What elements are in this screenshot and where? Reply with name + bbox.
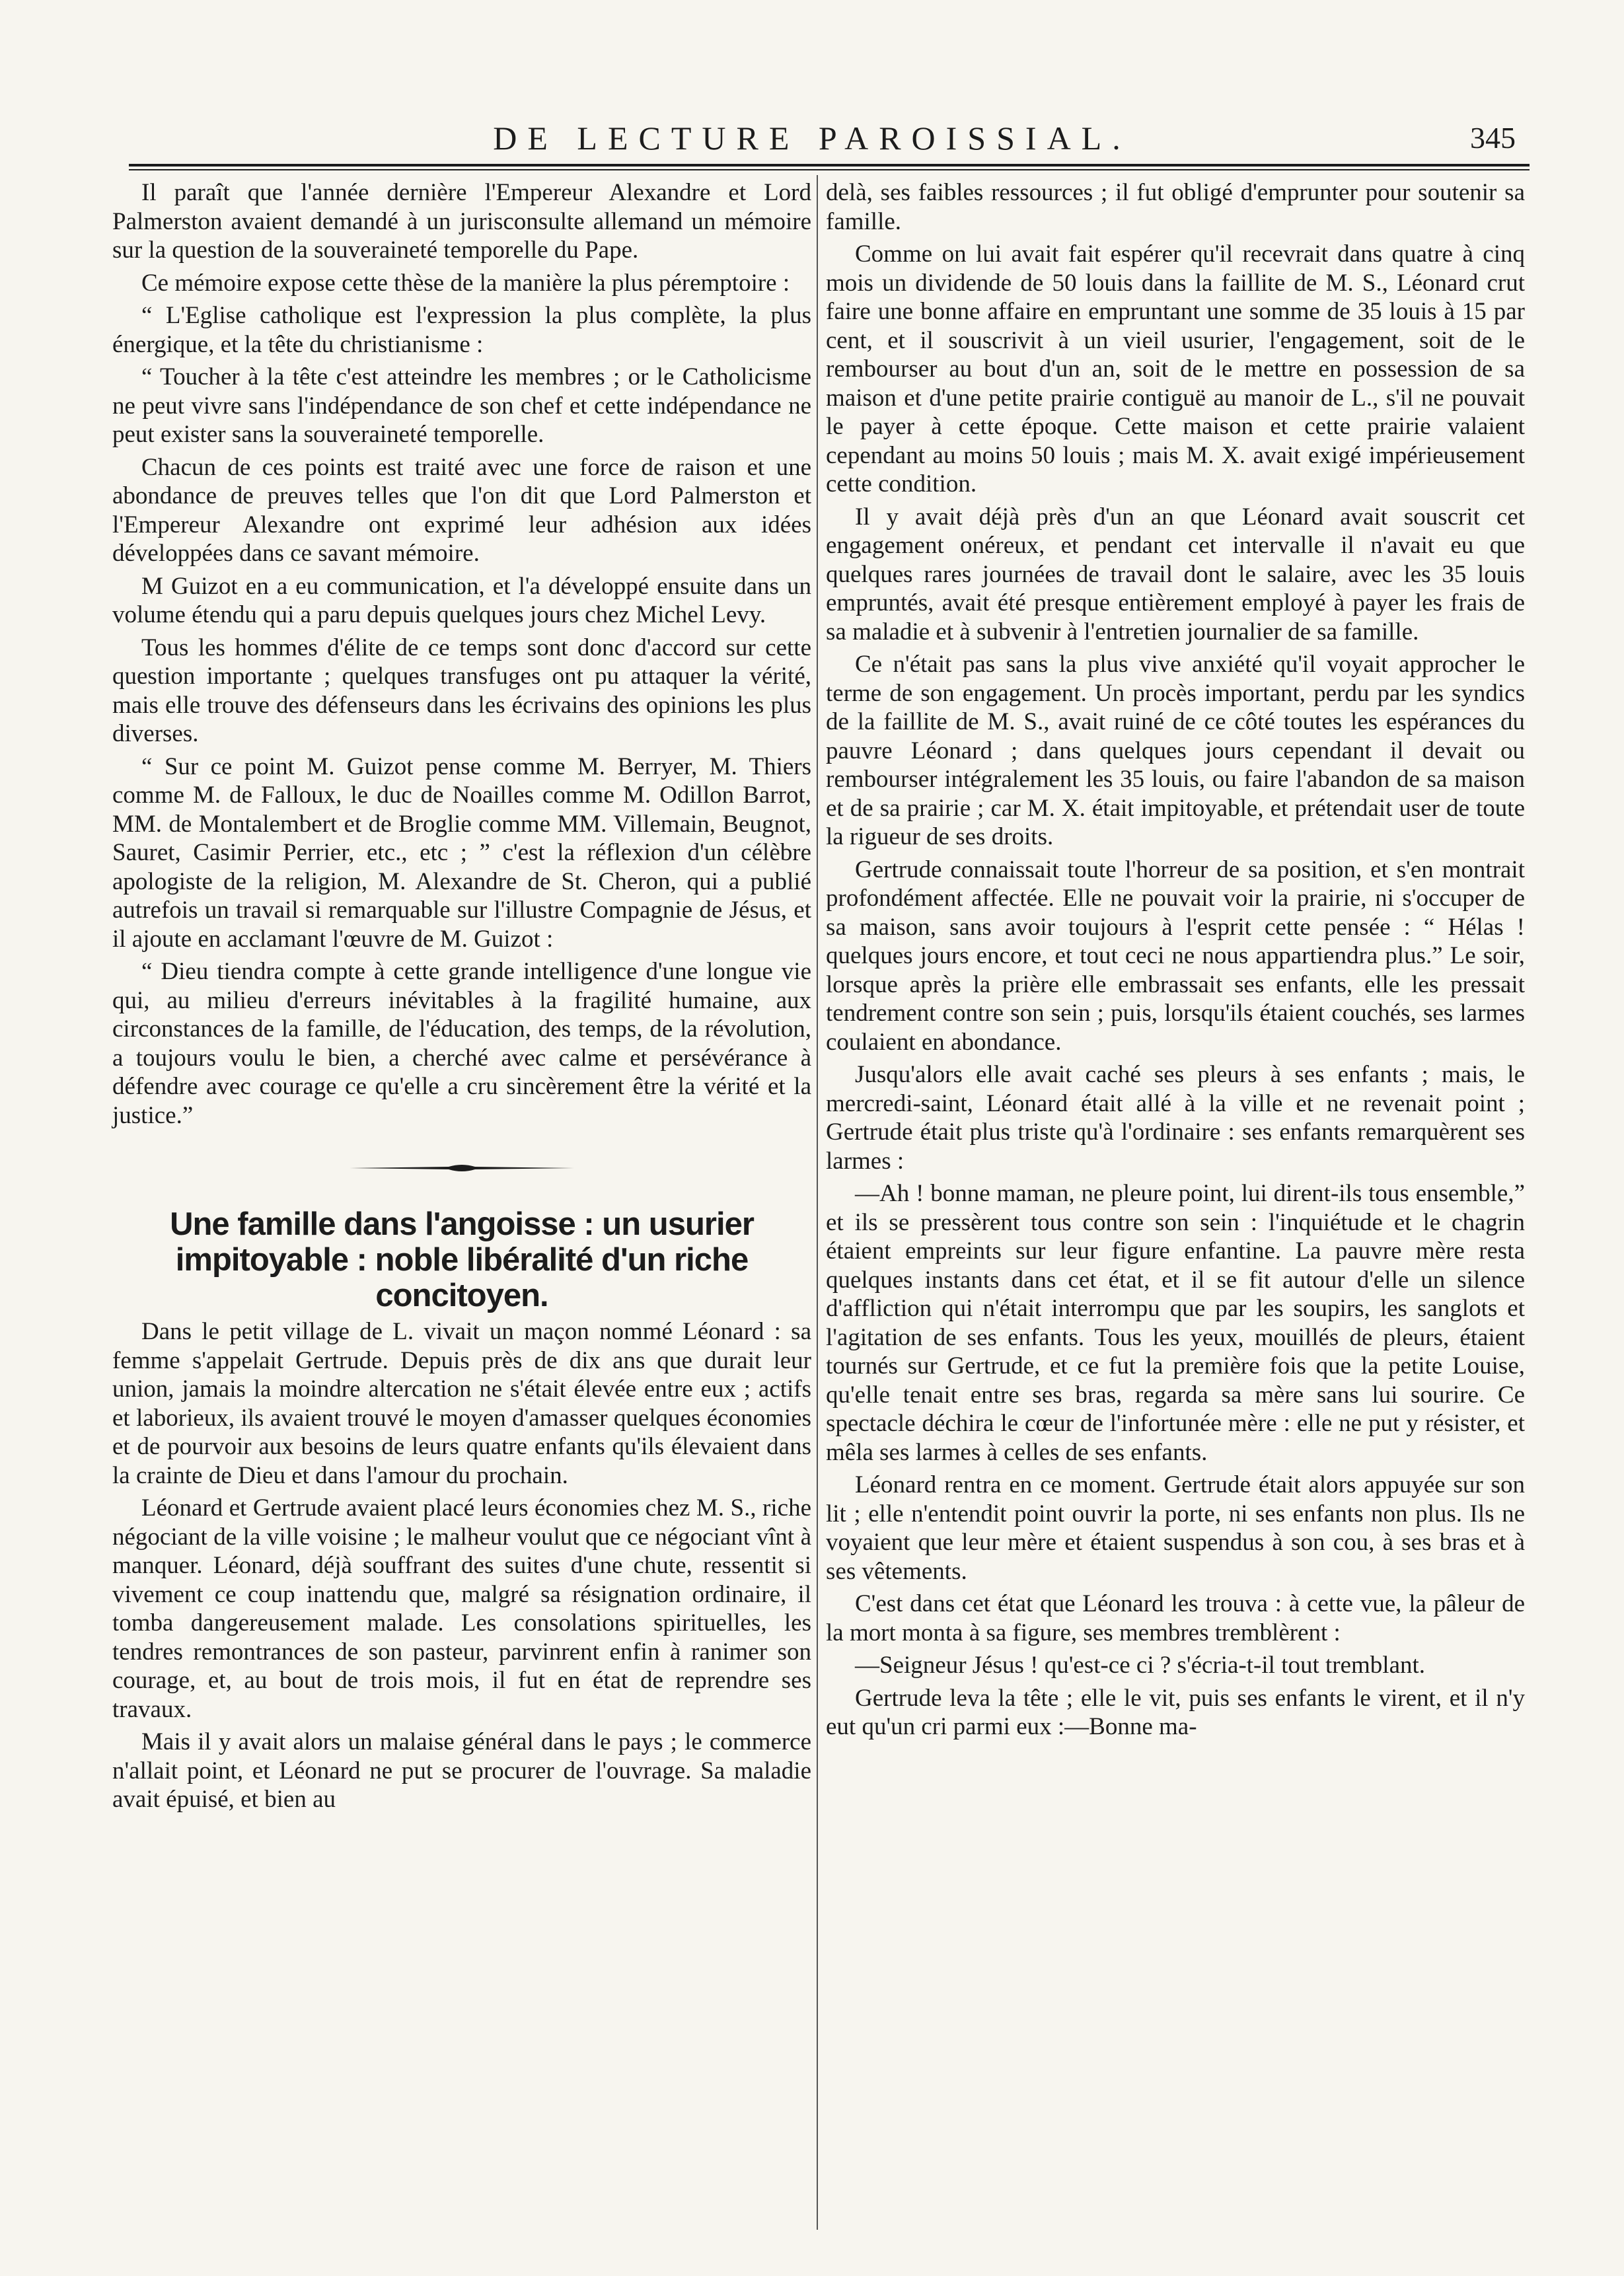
paragraph: Ce n'était pas sans la plus vive anxiété qu'il voyait approcher le terme de son engagement. Un procès important, perdu par les syndics de la faillite de M. S., avait ruiné de ce côté toutes les espérances du pauvre Léonard ; dans quelques jours cependant il devait ou rembourser intégralement les 35 louis, ou faire l'abandon de sa maison et de sa prairie ; car M. X. était impitoyable, et prétendait user de toute la rigueur de ses droits. [826, 651, 1525, 850]
dialogue-paragraph: —Ah ! bonne maman, ne pleure point, lui dirent-ils tous ensemble,” et ils se pressèrent tous contre son sein : l'inquiétude et le chagrin étaient empreints sur leur figure enfantine. La pauvre mère resta quelques instants dans cet état, et il se fit autour d'elle un silence d'affliction qui n'était interrompu que par les soupirs, les sanglots et l'agitation de ses enfants. Tous les yeux, mouillés de pleurs, étaient tournés sur Gertrude, et ce fut la première fois que la petite Louise, qu'elle tenait entre ses bras, regarda sa mère sans lui sourire. Ce spectacle déchira le cœur de l'infortunée mère : elle ne put y résister, et mêla ses larmes à celles de ses enfants. [826, 1180, 1525, 1466]
paragraph: Gertrude leva la tête ; elle le vit, puis ses enfants le virent, et il n'y eut qu'un cri parmi eux :—Bonne ma- [826, 1684, 1525, 1740]
running-header: DE LECTURE PAROISSIAL. [493, 120, 1131, 157]
quote-paragraph: “ Sur ce point M. Guizot pense comme M. Berryer, M. Thiers comme M. de Falloux, le duc de Noailles comme M. Odillon Barrot, MM. de Montalembert et de Broglie comme MM. Villemain, Beugnot, Sauret, Casimir Perrier, etc., etc ; ” c'est la réflexion d'un célèbre apologiste de la religion, M. Alexandre de St. Cheron, qui a publié autrefois un travail si remarquable sur l'illustre Compagnie de Jésus, et il ajoute en acclamant l'œuvre de M. Guizot : [112, 753, 811, 953]
paragraph: Tous les hommes d'élite de ce temps sont donc d'accord sur cette question importante ; quelques transfuges ont pu attaquer la vérité, mais elle trouve des défenseurs dans les écrivains des opinions les plus diverses. [112, 634, 811, 747]
paragraph: Dans le petit village de L. vivait un maçon nommé Léonard : sa femme s'appelait Gertrude. Depuis près de dix ans que durait leur union, jamais la moindre altercation ne s'était élevée entre eux ; actifs et laborieux, ils avaient trouvé le moyen d'amasser quelques économies et de pourvoir aux besoins de leurs quatre enfants qu'ils élevaient dans la crainte de Dieu et dans l'amour du prochain. [112, 1318, 811, 1489]
paragraph: Ce mémoire expose cette thèse de la manière la plus péremptoire : [141, 269, 790, 297]
paragraph: Comme on lui avait fait espérer qu'il recevrait dans quatre à cinq mois un dividende de 50 louis dans la faillite de M. S., Léonard crut faire une bonne affaire en empruntant une somme de 35 louis à 15 par cent, et il souscrivit à un vieil usurier, l'engagement, soit de le rembourser au bout d'un an, soit de le mettre en possession de sa maison et d'une petite prairie contiguë au manoir de L., s'il ne pouvait le payer à cette époque. Cette maison et cette prairie valaient cependant au moins 50 louis ; mais M. X. avait exigé impérieusement cette condition. [826, 240, 1525, 497]
paragraph: C'est dans cet état que Léonard les trouva : à cette vue, la pâleur de la mort monta à sa figure, ses membres tremblèrent : [826, 1590, 1525, 1646]
paragraph: delà, ses faibles ressources ; il fut obligé d'emprunter pour soutenir sa famille. [826, 179, 1525, 235]
paragraph: Il y avait déjà près d'un an que Léonard avait souscrit cet engagement onéreux, et pendant cet intervalle il n'avait eu que quelques rares journées de travail dont le salaire, avec les 35 louis empruntés, avait été presque entièrement employé à payer les frais de sa maladie et à subvenir à l'entretien journalier de sa famille. [826, 503, 1525, 645]
quote-paragraph: “ L'Eglise catholique est l'expression la plus complète, la plus énergique, et la tête du christianisme : [112, 302, 811, 358]
paragraph: Jusqu'alors elle avait caché ses pleurs à ses enfants ; mais, le mercredi-saint, Léonard était allé à la ville et ne revenait point ; Gertrude était plus triste qu'à l'ordinaire : ses enfants remarquèrent ses larmes : [826, 1061, 1525, 1175]
section-separator-ornament [350, 1161, 574, 1175]
section-title: Une famille dans l'angoisse : un usurier impitoyable : noble libéralité d'un riche concitoyen. [170, 1206, 754, 1313]
quote-paragraph: “ Toucher à la tête c'est atteindre les membres ; or le Catholicisme ne peut vivre sans l'indépendance de son chef et cette indépendance ne peut exister sans la souveraineté temporelle. [112, 363, 811, 448]
paragraph: M Guizot en a eu communication, et l'a développé ensuite dans un volume étendu qui a paru depuis quelques jours chez Michel Levy. [112, 572, 811, 628]
paragraph: Mais il y avait alors un malaise général dans le pays ; le commerce n'allait point, et Léonard ne put se procurer de l'ouvrage. Sa maladie avait épuisé, et bien au [112, 1728, 811, 1813]
left-column [112, 178, 811, 1818]
quote-paragraph: “ Dieu tiendra compte à cette grande intelligence d'une longue vie qui, au milieu d'erreurs inévitables à la fragilité humaine, aux circonstances de la famille, de l'éducation, des temps, de la révolution, a toujours voulu le bien, a cherché avec calme et persévérance à défendre avec courage ce qu'elle a cru sincèrement être la vérité et la justice.” [112, 958, 811, 1129]
paragraph: Chacun de ces points est traité avec une force de raison et une abondance de preuves telles que l'on dit que Lord Palmerston et l'Empereur Alexandre ont exprimé leur adhésion aux idées développées dans ce savant mémoire. [112, 453, 811, 567]
page-number: 345 [1470, 121, 1516, 155]
dialogue-paragraph: —Seigneur Jésus ! qu'est-ce ci ? s'écria-t-il tout tremblant. [855, 1652, 1426, 1679]
header-rule-bottom [129, 169, 1530, 170]
paragraph: Léonard et Gertrude avaient placé leurs économies chez M. S., riche négociant de la ville voisine ; le malheur voulut que ce négociant vînt à manquer. Léonard, déjà souffrant des suites d'une chute, ressentit si vivement ce coup inattendu que, malgré sa résignation ordinaire, il tomba dangereusement malade. Les consolations spirituelles, les tendres remontrances de son pasteur, parvinrent enfin à ranimer son courage, et, au bout de trois mois, il fut en état de reprendre ses travaux. [112, 1494, 811, 1723]
header-rule-top [129, 164, 1530, 166]
paragraph: Il paraît que l'année dernière l'Empereur Alexandre et Lord Palmerston avaient demandé à un jurisconsulte allemand un mémoire sur la question de la souveraineté temporelle du Pape. [112, 179, 811, 264]
paragraph: Gertrude connaissait toute l'horreur de sa position, et s'en montrait profondément affectée. Elle ne pouvait voir la prairie, ni s'occuper de sa maison, sans avoir toujours à l'esprit cette pensée : “ Hélas ! quelques jours encore, et tout ceci ne nous appartiendra plus.” Le soir, lorsque après la prière elle embrassait ses enfants, elle les pressait tendrement contre son sein ; puis, lorsqu'ils étaient couchés, ses larmes coulaient en abondance. [826, 856, 1525, 1056]
paragraph: Léonard rentra en ce moment. Gertrude était alors appuyée sur son lit ; elle n'entendit point ouvrir la porte, ni ses enfants non plus. Ils ne voyaient que leur mère et étaient suspendus à son cou, à ses bras et à ses vêtements. [826, 1471, 1525, 1585]
right-column [826, 178, 1525, 1745]
column-divider [817, 175, 818, 2230]
